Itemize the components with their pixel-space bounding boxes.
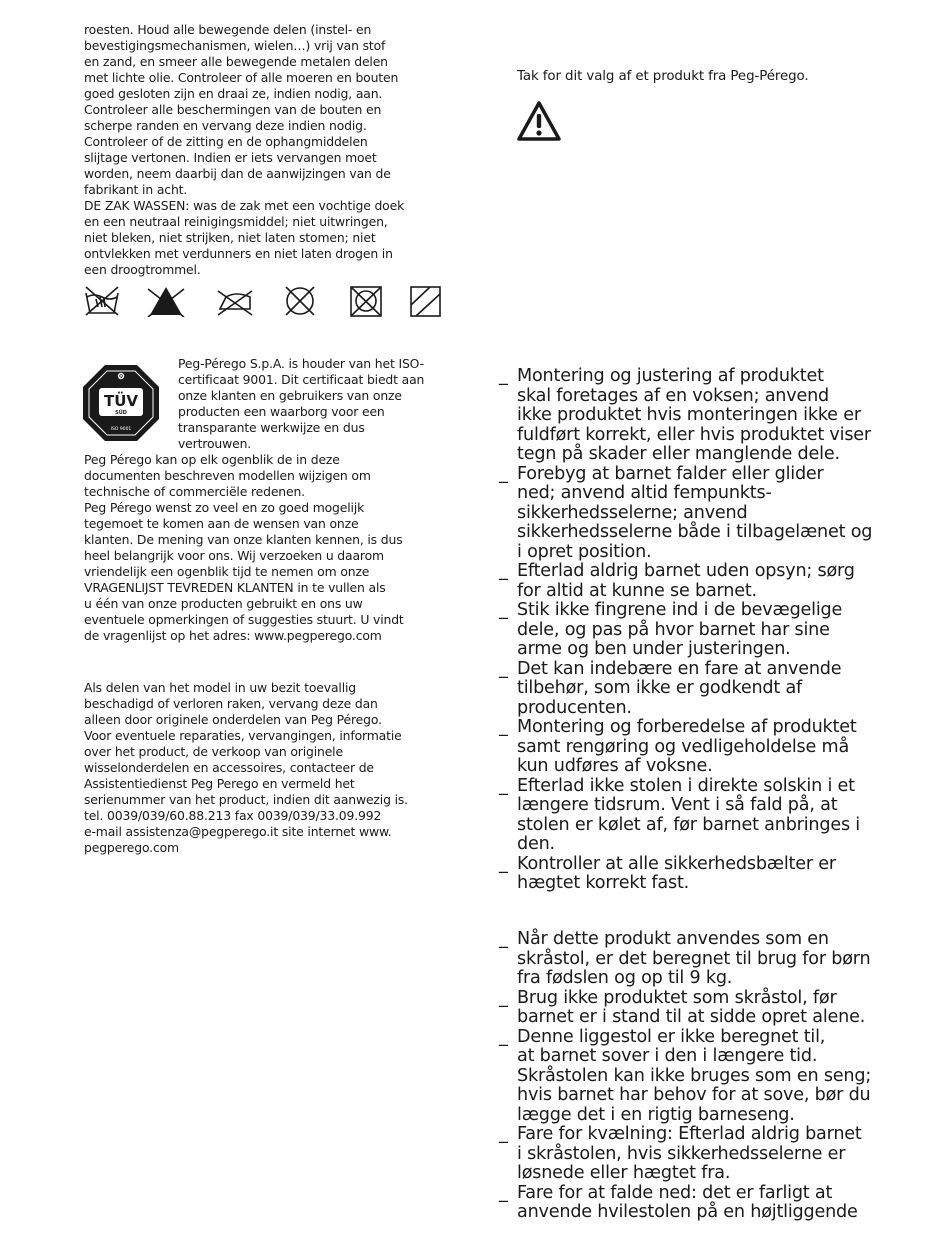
warning-text: Montering og justering af produktet skal foretages af en voksen; anvend ikke produktet hvis monteringen ikke er fuldført korrekt, eller hvis produktet viser tegn på skader eller manglende dele.: [517, 366, 871, 464]
list-item: [499, 465, 899, 563]
list-dash: _: [499, 987, 508, 1008]
warnings-list-2: [499, 930, 899, 1223]
list-item: [499, 562, 899, 601]
list-item: [499, 367, 899, 465]
warning-text: Brug ikke produktet som skråstol, før barnet er i stand til at sidde opret alene.: [517, 987, 866, 1027]
list-dash: _: [499, 1182, 508, 1203]
tuv-cert: ISO 9001: [110, 427, 132, 432]
dry-clean-crossed-icon: [286, 287, 314, 315]
list-dash: _: [499, 1124, 508, 1144]
list-dash: _: [499, 929, 508, 949]
iron-crossed-icon: [218, 291, 252, 315]
warning-triangle-icon: [516, 100, 562, 142]
list-item: [499, 1184, 899, 1223]
bleach-crossed-icon: [148, 287, 184, 317]
warning-text: Denne liggestol er ikke beregnet til, at barnet sover i den i længere tid. Skråstolen kan ikke bruges som en seng; hvis barnet har behov for at sove, bør du lægge det i en rigtig barneseng.: [517, 1026, 872, 1125]
list-item: [499, 718, 899, 777]
thanks-text: Tak for dit valg af et produkt fra Peg-Pérego.: [517, 69, 809, 84]
tuv-certification-logo: [82, 364, 160, 442]
list-dash: _: [499, 463, 508, 484]
warning-text: Montering og forberedelse af produktet samt rengøring og vedligeholdelse må kun udføres af voksne.: [517, 717, 857, 776]
warning-text: Efterlad aldrig barnet uden opsyn; sørg for altid at kunne se barnet.: [517, 561, 855, 601]
iso-rest-text: Peg Pérego kan op elk ogenblik de in deze documenten beschreven modellen wijzigen om technische of commerciële redenen. Peg Pérego wenst zo veel en zo goed mogelijk tegemoet te komen aan de wensen van onze klanten. De mening van onze klanten kennen, is dus heel belangrijk voor ons. Wij verzoeken u daarom vriendelijk een ogenblik tijd te nemen om onze VRAGENLIJST TEVREDEN KLANTEN in te vullen als u één van onze producten gebruikt en ons uw eventuele opmerkingen of suggesties stuurt. U vindt de vragenlijst op het adres: www.pegperego.com: [84, 452, 404, 643]
iso-info-section: [84, 452, 464, 644]
list-dash: _: [499, 853, 508, 874]
tuv-sub: SÜD: [115, 410, 127, 416]
spare-parts-text: Als delen van het model in uw bezit toevallig beschadigd of verloren raken, vervang deze dan alleen door originele onderdelen van Peg Pérego. Voor eventuele reparaties, vervangingen, informatie over het product, de verkoop van originele wisselonderdelen en accessoires, contacteer de Assistentiedienst Peg Perego en vermeld het serienummer van het product, indien dit aanwezig is. tel. 0039/039/60.88.213 fax 0039/039/33.09.992 e-mail assistenza@pegperego.it site internet www. pegperego.com: [84, 680, 408, 855]
list-item: [499, 601, 899, 660]
warning-text: Fare for kvælning: Efterlad aldrig barnet i skråstolen, hvis sikkerhedsselerne er løsnede eller hægtet fra.: [517, 1124, 862, 1183]
list-dash: _: [499, 658, 508, 679]
warning-text: Når dette produkt anvendes som en skråstol, er det beregnet til brug for børn fra fødslen og op til 9 kg.: [517, 929, 871, 988]
list-item: [499, 1028, 899, 1126]
warning-text: Stik ikke fingrene ind i de bevægelige dele, og pas på hvor barnet har sine arme og ben under justeringen.: [517, 600, 843, 659]
warning-text: Efterlad ikke stolen i direkte solskin i et længere tidsrum. Vent i så fald på, at stolen er kølet af, før barnet anbringes i den.: [517, 775, 860, 854]
tuv-brand: TÜV: [103, 392, 139, 410]
warning-text: Det kan indebære en fare at anvende tilbehør, som ikke er godkendt af producenten.: [517, 658, 842, 718]
list-item: [499, 1125, 899, 1184]
list-dash: _: [499, 717, 508, 737]
list-item: [499, 660, 899, 719]
list-item: [499, 930, 899, 989]
list-item: [499, 855, 899, 894]
hand-wash-crossed-icon: [86, 287, 118, 315]
warning-text: Fare for at falde ned: det er farligt at anvende hvilestolen på en højtliggende: [517, 1182, 858, 1222]
iso-intro-text: Peg-Pérego S.p.A. is houder van het ISO- certificaat 9001. Dit certificaat biedt aan onze klanten en gebruikers van onze producten een waarborg voor een transparante werkwijze en dus vertrouwen.: [178, 356, 425, 451]
list-dash: _: [499, 775, 508, 796]
tuv-top-mark: Q: [119, 374, 123, 380]
warning-text: Forebyg at barnet falder eller glider ned; anvend altid fempunkts- sikkerhedsselerne; anvend sikkerhedsselerne både i tilbagelænet og i opret position.: [517, 463, 873, 562]
care-text: roesten. Houd alle bewegende delen (instel- en bevestigingsmechanismen, wielen…) vrij van stof en zand, en smeer alle bewegende metalen delen met lichte olie. Controleer of alle moeren en bouten goed gesloten zijn en draai ze, indien nodig, aan. Controleer alle beschermingen van de bouten en scherpe randen en vervang deze indien nodig. Controleer of de zitting en de ophangmiddelen slijtage vertonen. Indien er iets vervangen moet worden, neem daarbij dan de aanwijzingen van de fabrikant in acht. DE ZAK WASSEN: was de zak met een vochtige doek en een neutraal reinigingsmiddel; niet uitwringen, niet bleken, niet strijken, niet laten stomen; niet ontvlekken met verdunners en niet laten drogen in een droogtrommel.: [84, 22, 405, 277]
list-dash: _: [499, 366, 508, 386]
care-section: [84, 22, 464, 278]
list-dash: _: [499, 600, 508, 620]
list-dash: _: [499, 1026, 508, 1047]
tumble-dry-crossed-icon: [351, 287, 381, 316]
list-item: [499, 777, 899, 855]
warning-text: Kontroller at alle sikkerhedsbælter er hægtet korrekt fast.: [517, 853, 836, 893]
spare-parts-section: [84, 680, 464, 856]
warnings-list-1: [499, 367, 899, 894]
list-dash: _: [499, 561, 508, 581]
care-symbols: [84, 285, 444, 317]
line-dry-icon: [411, 287, 440, 316]
list-item: [499, 989, 899, 1028]
